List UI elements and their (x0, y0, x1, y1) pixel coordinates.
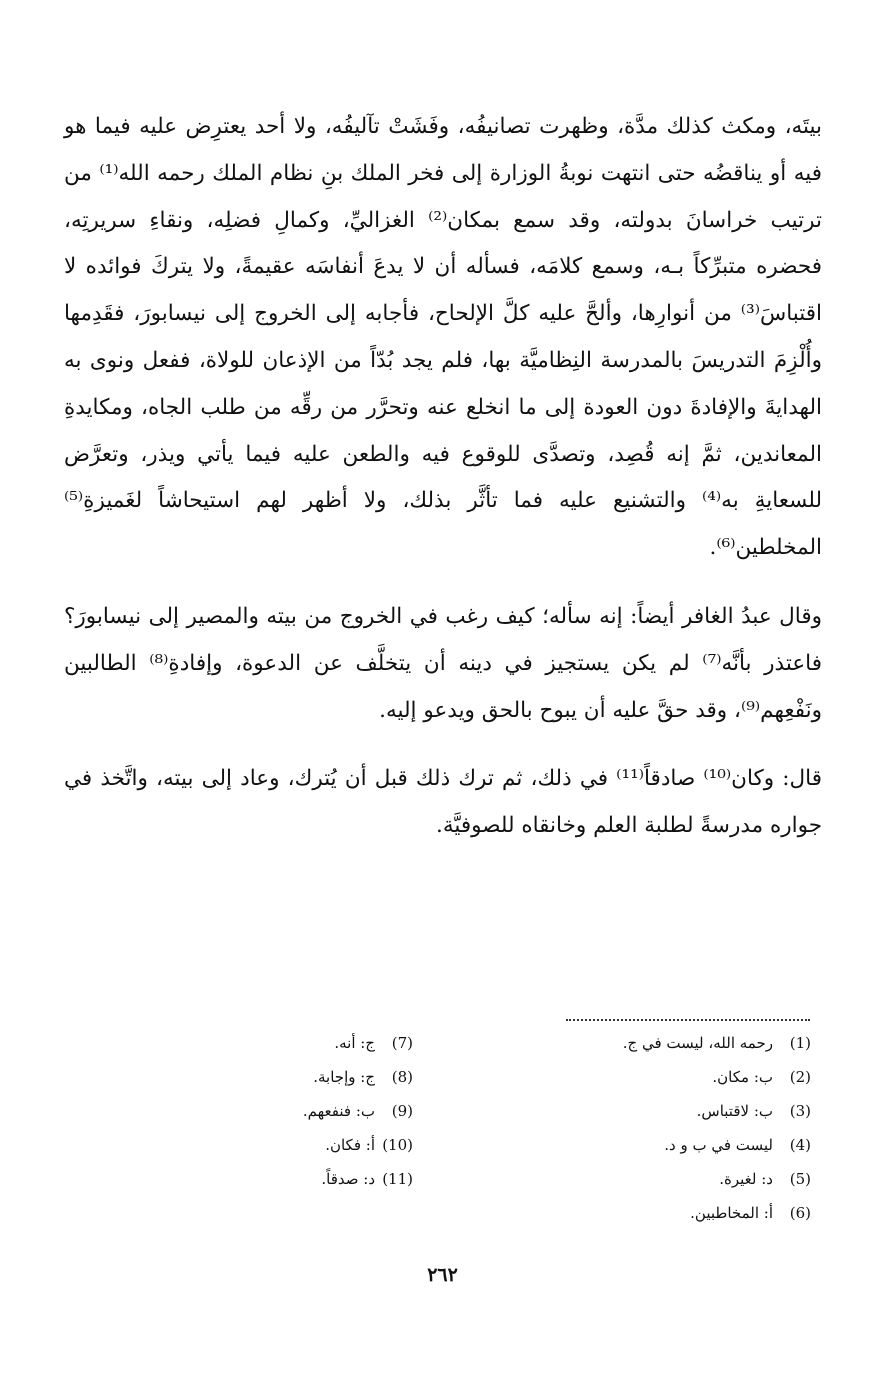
footnote-number: (9) (391, 1102, 413, 1120)
footnote-11 (193, 1162, 413, 1196)
page-number: ٢٦٢ (427, 1264, 458, 1286)
footnote-number: (2) (789, 1068, 811, 1086)
footnote-text: أ: المخاطبين. (690, 1204, 773, 1222)
paragraph-2: وقال عبدُ الغافر أيضاً: إنه سأله؛ كيف رغب في الخروج من بيته والمصير إلى نيسابورَ؟ فاعتذر بأنَّه⁽⁷⁾ لم يكن يستجيز في دينه أن يتخلَّف عن الدعوة، وإفادةِ⁽⁸⁾ الطالبين ونَفْعِهم⁽⁹⁾، وقد حقَّ عليه أن يبوح بالحق ويدعو إليه. (64, 603, 822, 723)
footnote-separator (566, 1019, 810, 1021)
footnotes-right-column (551, 1026, 811, 1230)
footnote-text: رحمه الله، ليست في ج. (622, 1034, 773, 1052)
footnote-2 (551, 1060, 811, 1094)
footnote-8 (193, 1060, 413, 1094)
footnote-7 (193, 1026, 413, 1060)
footnote-1 (551, 1026, 811, 1060)
footnotes-left-column (193, 1026, 413, 1196)
footnote-text: أ: فكان. (325, 1136, 375, 1154)
footnote-text: ب: مكان. (712, 1068, 773, 1086)
footnote-6 (551, 1196, 811, 1230)
footnote-5 (551, 1162, 811, 1196)
main-text (64, 104, 822, 850)
footnote-10 (193, 1128, 413, 1162)
footnote-number: (7) (391, 1034, 413, 1052)
footnote-text: ج: أنه. (334, 1034, 375, 1052)
footnote-number: (8) (391, 1068, 413, 1086)
footnote-number: (3) (789, 1102, 811, 1120)
footnote-3 (551, 1094, 811, 1128)
footnote-number: (4) (789, 1136, 811, 1154)
footnote-number: (11) (382, 1170, 413, 1188)
footnote-text: د: صدقاً. (321, 1170, 375, 1188)
footnote-text: ج: وإجابة. (313, 1068, 375, 1086)
footnote-4 (551, 1128, 811, 1162)
paragraph-3: قال: وكان⁽¹⁰⁾ صادقاً⁽¹¹⁾ في ذلك، ثم ترك ذلك قبل أن يُترك، وعاد إلى بيته، واتَّخذ في جواره مدرسةً لطلبة العلم وخانقاه للصوفيَّة. (64, 766, 822, 839)
footnote-text: د: لغيرة. (719, 1170, 773, 1188)
paragraph-1: بيتَه، ومكث كذلك مدَّة، وظهرت تصانيفُه، وفَشَتْ تآليفُه، ولا أحد يعترِض عليه فيما هو فيه أو يناقضُه حتى انتهت نوبةُ الوزارة إلى فخر الملك بنِ نظام الملك رحمه الله⁽¹⁾ من ترتيب خراسانَ بدولته، وقد سمع بمكان⁽²⁾ الغزاليِّ، وكمالِ فضلِه، ونقاءِ سريرتِه، فحضره متبرِّكاً بـه، وسمع كلامَه، فسأله أن لا يدعَ أنفاسَه عقيمةً، ولا يتركَ فوائده لا اقتباسَ⁽³⁾ من أنوارِها، وألحَّ عليه كلَّ الإلحاح، فأجابه إلى الخروج إلى نيسابورَ، فقَدِمها وأُلْزِمَ التدريسَ بالمدرسة النِظاميَّة بها، فلم يجد بُدّاً من الإذعان للولاة، ففعل ونوى به الهدايةَ والإفادةَ دون العودة إلى ما انخلع عنه وتحرَّر من رقِّه من طلب الجاه، ومكايدةِ المعاندين، ثمَّ إنه قُصِد، وتصدَّى للوقوع فيه والطعن عليه فيما يأتي ويذر، وتعرَّض للسعايةِ به⁽⁴⁾ والتشنيع عليه فما تأثَّر بذلك، ولا أظهر لهم استيحاشاً لغَميزةِ⁽⁵⁾ المخلطين⁽⁶⁾. (64, 114, 822, 561)
footnote-number: (10) (382, 1136, 413, 1154)
footnote-number: (6) (789, 1204, 811, 1222)
footnote-text: ب: فنفعهم. (302, 1102, 375, 1120)
footnote-text: ليست في ب و د. (664, 1136, 773, 1154)
footnote-text: ب: لاقتباس. (696, 1102, 773, 1120)
footnote-number: (1) (789, 1034, 811, 1052)
footnote-9 (193, 1094, 413, 1128)
footnote-number: (5) (789, 1170, 811, 1188)
